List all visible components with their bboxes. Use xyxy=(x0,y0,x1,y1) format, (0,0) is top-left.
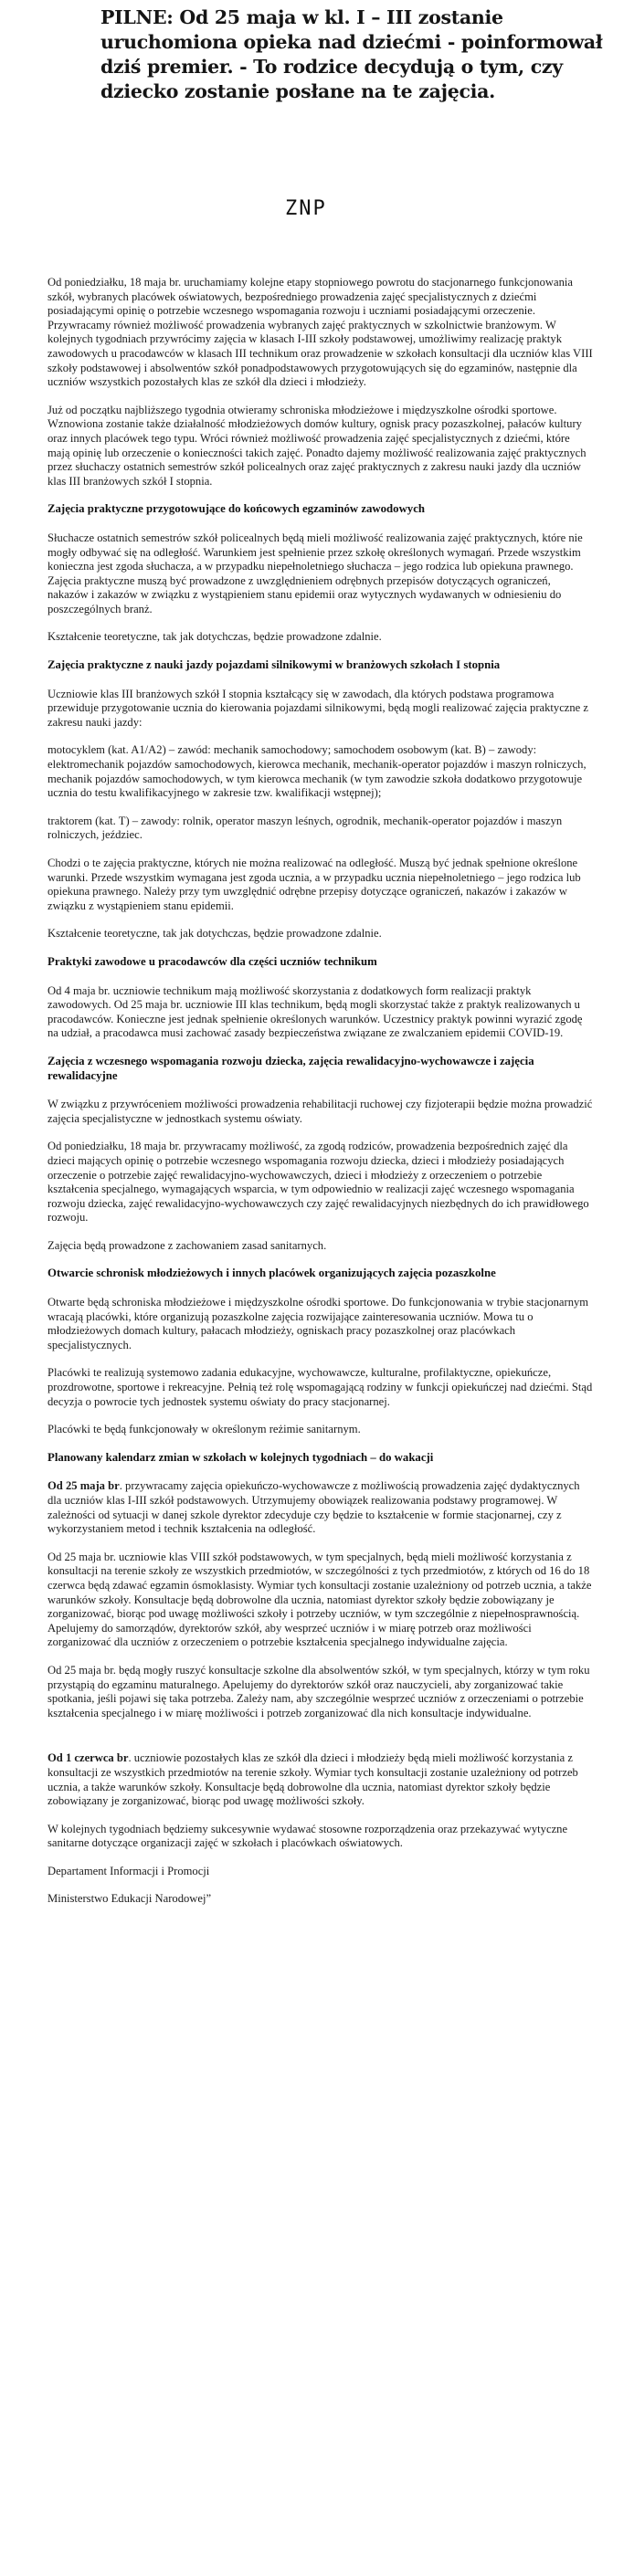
intro-paragraph: Od poniedziałku, 18 maja br. uruchamiamy kolejne etapy stopniowego powrotu do stacjonarnego funkcjonowania szkół, wybranych placówek oświatowych, bezpośredniego prowadzenia zajęć specjalistycznych z dziećmi posiadającymi opinię o potrzebie wczesnego wspomagania rozwoju i uczniami posiadającymi orzeczenie. Przywracamy również możliwość prowadzenia wybranych zajęć praktycznych w szkolnictwie branżowym. W kolejnych tygodniach przywrócimy zajęcia w klasach I-III szkoły podstawowej, umożliwimy realizację praktyk zawodowych u pracodawców w klasach III technikum oraz prowadzenie w szkołach konsultacji dla uczniów klas VIII szkoły podstawowej i absolwentów szkół ponadpodstawowych przygotowujących się do egzaminów, następnie dla uczniów wszystkich pozostałych klas ze szkół dla dzieci i młodzieży. xyxy=(48,276,593,389)
section-heading: Otwarcie schronisk młodzieżowych i innych placówek organizujących zajęcia pozaszkolne xyxy=(48,1267,496,1280)
calendar-paragraph: Od 25 maja br. będą mogły ruszyć konsultacje szkolne dla absolwentów szkół, w tym specjalnych, którzy w tym roku przystąpią do egzaminu maturalnego. Apelujemy do dyrektorów szkół oraz nauczycieli, aby zorganizować takie spotkania, jeśli pojawi się taka potrzeba. Zależy nam, aby szczególnie wesprzeć uczniów z orzeczeniami o potrzebie kształcenia specjalnego i w miarę możliwości i potrzeb zorganizować dla nich konsultacje indywidualne. xyxy=(48,1663,590,1719)
calendar-paragraph xyxy=(48,1751,593,1808)
date-bold: Od 25 maja br xyxy=(48,1479,120,1493)
calendar-paragraph: Od 25 maja br. uczniowie klas VIII szkół podstawowych, w tym specjalnych, będą mieli możliwość korzystania z konsultacji na terenie szkoły ze wszystkich przedmiotów, w szczególności z tych przedmiotów, z których od 16 do 18 czerwca będą zdawać egzamin ósmoklasisty. Wymiar tych konsultacji zostanie uzależniony od potrzeb ucznia, a także warunków szkoły. Konsultacje będą dobrowolne dla ucznia, natomiast dyrektor szkoły będzie zobowiązany je zorganizować, biorąc pod uwagę możliwości szkoły i potrzeby uczniów, w tym szczególnie z niepełnosprawnością. Apelujemy do samorządów, dyrektorów szkół, aby wesprzeć uczniów i w miarę potrzeb oraz możliwości zorganizować dla uczniów z orzeczeniem o potrzebie kształcenia specjalnego indywidualne zajęcia. xyxy=(48,1550,592,1649)
calendar-paragraph: W kolejnych tygodniach będziemy sukcesywnie wydawać stosowne rozporządzenia oraz przekazywać wytyczne sanitarne dotyczące organizacji zajęć w szkołach i placówkach oświatowych. xyxy=(48,1822,568,1850)
section-paragraph: Placówki te realizują systemowo zadania edukacyjne, wychowawcze, kulturalne, profilaktyczne, opiekuńcze, prozdrowotne, sportowe i rekreacyjne. Pełnią też rolę wspomagającą rodziny w funkcji opiekuńczej nad dziećmi. Stąd decyzja o powrocie tych jednostek systemu oświaty do pracy stacjonarnej. xyxy=(48,1366,593,1408)
section-paragraph: Chodzi o te zajęcia praktyczne, których nie można realizować na odległość. Muszą być jednak spełnione określone warunki. Przede wszystkim wymagana jest zgoda ucznia, a w przypadku ucznia niepełnoletniego – jego rodzica lub opiekuna prawnego. Należy przy tym uwzględnić odrębne przepisy dotyczące ograniczeń, nakazów i zakazów w związku z wystąpieniem stanu epidemii. xyxy=(48,857,581,912)
section-paragraph: W związku z przywróceniem możliwości prowadzenia rehabilitacji ruchowej czy fizjoterapii będzie można prowadzić zajęcia specjalistyczne w jednostkach systemu oświaty. xyxy=(48,1098,593,1125)
footer-department: Departament Informacji i Promocji xyxy=(48,1864,210,1877)
article-body xyxy=(48,276,593,1920)
section-paragraph: Kształcenie teoretyczne, tak jak dotychczas, będzie prowadzone zdalnie. xyxy=(48,927,382,941)
section-paragraph: motocyklem (kat. A1/A2) – zawód: mechanik samochodowy; samochodem osobowym (kat. B) – zawody: elektromechanik pojazdów samochodowych, kierowca mechanik, mechanik-operator pojazdów i maszyn rolniczych, mechanik pojazdów samochodowych, w tym kierowca mechanik (w tym zawodzie szkoła dodatkowo przygotowuje ucznia do testu kwalifikacyjnego w zakresie tzw. kwalifikacji wstępnej); xyxy=(48,743,586,800)
section-paragraph: Otwarte będą schroniska młodzieżowe i międzyszkolne ośrodki sportowe. Do funkcjonowania w trybie stacjonarnym wracają placówki, które organizują pozaszkolne zajęcia rozwijające zainteresowania uczniów. Mowa tu o młodzieżowych domach kultury, pałacach młodzieży, ogniskach pracy pozaszkolnej oraz placówkach specjalistycznych. xyxy=(48,1296,589,1351)
section-paragraph: Zajęcia będą prowadzone z zachowaniem zasad sanitarnych. xyxy=(48,1238,327,1252)
paragraph-text: . uczniowie pozostałych klas ze szkół dla dzieci i młodzieży będą mieli możliwość korzystania z konsultacji ze wszystkich przedmiotów na terenie szkoły. Wymiar tych konsultacji zostanie uzależniony od potrzeb ucznia, a także warunków szkoły. Konsultacje będą dobrowolne dla ucznia, natomiast dyrektor szkoły będzie zobowiązany je zorganizować, biorąc pod uwagę możliwości szkoły. xyxy=(48,1751,578,1808)
znp-badge: ZNP xyxy=(285,197,327,220)
section-heading: Zajęcia z wczesnego wspomagania rozwoju dziecka, zajęcia rewalidacyjno-wychowawcze i zajęcia rewalidacyjne xyxy=(48,1054,534,1082)
intro-paragraph: Już od początku najbliższego tygodnia otwieramy schroniska młodzieżowe i międzyszkolne ośrodki sportowe. Wznowiona zostanie także działalność młodzieżowych domów kultury, ognisk pracy pozaszkolnej, pałaców kultury oraz innych placówek tego typu. Wróci również możliwość prowadzenia zajęć specjalistycznych z dziećmi, które mają opinię lub orzeczenie o konieczności takich zajęć. Ponadto dajemy możliwość realizowania zajęć praktycznych przez słuchaczy ostatnich semestrów szkół policealnych oraz zajęć praktycznych z zakresu nauki jazdy dla uczniów klas III branżowych szkół I stopnia. xyxy=(48,403,586,488)
section-heading: Zajęcia praktyczne z nauki jazdy pojazdami silnikowymi w branżowych szkołach I stopnia xyxy=(48,658,501,672)
section-paragraph: Od poniedziałku, 18 maja br. przywracamy możliwość, za zgodą rodziców, prowadzenia bezpośrednich zajęć dla dzieci mających opinię o potrzebie wczesnego wspomagania rozwoju dziecka, dzieci i młodzieży posiadających orzeczenie o potrzebie zajęć rewalidacyjno-wychowawczych, dzieci i młodzieży z orzeczeniem o potrzebie kształcenia specjalnego, wymagających wsparcia, w tym odpowiednio w realizacji zajęć wczesnego wspomagania rozwoju dziecka, zajęć rewalidacyjno-wychowawczych czy zajęć rewalidacyjnych niezbędnych do ich prawidłowego rozwoju. xyxy=(48,1140,589,1225)
section-heading: Praktyki zawodowe u pracodawców dla części uczniów technikum xyxy=(48,954,377,968)
calendar-paragraph xyxy=(48,1479,593,1536)
article-title: PILNE: Od 25 maja w kl. I – III zostanie uruchomiona opieka nad dziećmi - poinformował dziś premier. - To rodzice decydują o tym, czy dziecko zostanie posłane na te zajęcia. xyxy=(100,6,603,102)
paragraph-text: . przywracamy zajęcia opiekuńczo-wychowawcze z możliwością prowadzenia zajęć dydaktycznych dla uczniów klas I-III szkół podstawowych. Utrzymujemy obowiązek realizowania podstawy programowej. W zależności od sytuacji w danej szkole dyrektor zdecyduje czy będzie to kształcenie w formie stacjonarnej, czy z wykorzystaniem metod i technik kształcenia na odległość. xyxy=(48,1479,580,1536)
section-paragraph: Słuchacze ostatnich semestrów szkół policealnych będą mieli możliwość realizowania zajęć praktycznych, które nie mogły odbywać się na odległość. Warunkiem jest spełnienie przez szkołę określonych wymagań. Przede wszystkim konieczna jest zgoda słuchacza, a w przypadku niepełnoletniego słuchacza – jego rodzica lub opiekuna prawnego. Zajęcia praktyczne muszą być prowadzone z uwzględnieniem odrębnych przepisów dotyczących ograniczeń, nakazów i zakazów w związku z wystąpieniem stanu epidemii oraz wytycznych wydawanych w odniesieniu do poszczególnych branż. xyxy=(48,531,583,615)
date-bold: Od 1 czerwca br xyxy=(48,1751,129,1765)
section-paragraph: Kształcenie teoretyczne, tak jak dotychczas, będzie prowadzone zdalnie. xyxy=(48,630,382,644)
footer-ministry: Ministerstwo Edukacji Narodowej” xyxy=(48,1892,212,1906)
calendar-heading: Planowany kalendarz zmian w szkołach w kolejnych tygodniach – do wakacji xyxy=(48,1450,434,1464)
section-heading: Zajęcia praktyczne przygotowujące do końcowych egzaminów zawodowych xyxy=(48,502,426,516)
section-paragraph: traktorem (kat. T) – zawody: rolnik, operator maszyn leśnych, ogrodnik, mechanik-operator pojazdów i maszyn rolniczych, jeździec. xyxy=(48,814,563,842)
section-paragraph: Od 4 maja br. uczniowie technikum mają możliwość skorzystania z dodatkowych form realizacji praktyk zawodowych. Od 25 maja br. uczniowie III klas technikum, będą mogli skorzystać także z praktyk realizowanych u pracodawców. Konieczne jest jednak spełnienie określonych warunków. Uczestnicy praktyk powinni wyrazić zgodę na udział, a pracodawca musi zachować zasady bezpieczeństwa związane ze zwalczaniem epidemii COVID-19. xyxy=(48,983,583,1040)
section-paragraph: Placówki te będą funkcjonowały w określonym reżimie sanitarnym. xyxy=(48,1423,361,1436)
section-paragraph: Uczniowie klas III branżowych szkół I stopnia kształcący się w zawodach, dla których podstawa programowa przewiduje przygotowanie ucznia do kierowania pojazdami silnikowymi, będą mogli realizować zajęcia praktyczne z zakresu nauki jazdy: xyxy=(48,687,589,729)
